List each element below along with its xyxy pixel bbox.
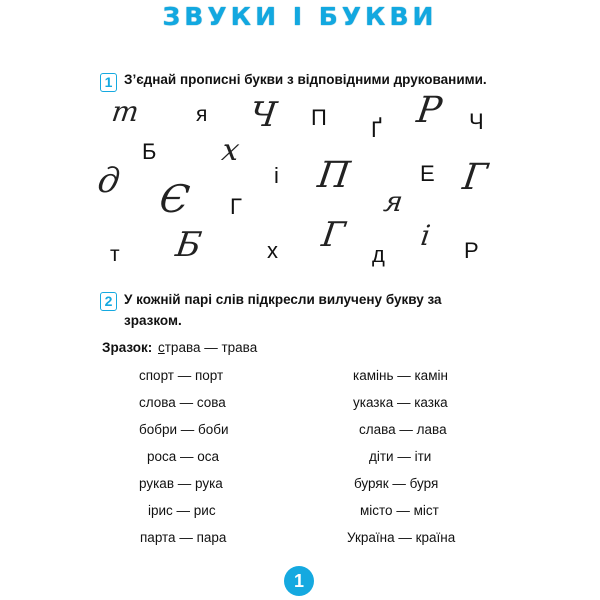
script-letter-pi[interactable]: П [315,155,353,196]
script-letter-r[interactable]: Р [414,90,445,131]
print-letter-r[interactable]: Р [464,238,479,263]
word-pair[interactable]: парта — пара [140,530,227,545]
task-2-number: 2 [100,292,117,311]
script-letter-ya[interactable]: я [381,185,405,218]
word-pair[interactable]: слова — сова [139,395,226,410]
script-letter-ch[interactable]: Ч [247,95,280,135]
word-pair[interactable]: камінь — камін [353,368,448,383]
word-pair[interactable]: спорт — порт [139,368,224,383]
print-letter-b[interactable]: Б [142,139,157,164]
example-underlined-letter: с [158,340,165,355]
task-1-instruction: З’єднай прописні букви з відповідними друкованими. [124,72,487,87]
word-pair[interactable]: указка — казка [353,395,448,410]
example-pair-rest: трава — трава [164,340,258,355]
print-letter-p[interactable]: П [311,105,327,130]
script-letter-d[interactable]: д [95,161,123,201]
script-letter-ie[interactable]: Є [156,177,193,221]
script-letter-i[interactable]: і [418,219,433,252]
print-letter-kh[interactable]: х [267,238,278,263]
print-letter-i[interactable]: і [274,163,279,188]
example-pair [158,340,257,355]
word-pair[interactable]: рукав — рука [139,476,223,491]
page-number-badge: 1 [284,566,314,596]
word-pair[interactable]: буряк — буря [354,476,439,491]
print-letter-g-accent[interactable]: Ґ [371,117,382,142]
task-2-instruction-line-2: зразком. [124,313,182,328]
task-2-instruction-line-1: У кожній парі слів підкресли вилучену букву за [124,292,442,307]
word-pair[interactable]: місто — міст [360,503,439,518]
script-letter-g-2[interactable]: Г [319,215,348,255]
print-letter-g[interactable]: Г [230,194,242,219]
task-1-number: 1 [100,73,117,92]
print-letter-d[interactable]: д [372,242,385,267]
word-pair[interactable]: слава — лава [359,422,447,437]
script-letter-b[interactable]: Б [173,225,204,265]
word-pair[interactable]: діти — іти [369,449,432,464]
example-label: Зразок: [102,340,153,355]
print-letter-ch[interactable]: Ч [469,109,484,134]
word-pair[interactable]: ірис — рис [148,503,216,518]
word-pair[interactable]: Україна — країна [347,530,456,545]
page-title: ЗВУКИ І БУКВИ [162,2,438,31]
print-letter-ya[interactable]: я [196,103,208,126]
word-pair[interactable]: бобри — боби [139,422,229,437]
script-letter-g[interactable]: Г [460,157,490,198]
word-pair[interactable]: роса — оса [147,449,220,464]
print-letter-t[interactable]: т [110,243,120,266]
print-letter-ie[interactable]: Е [420,161,435,186]
script-letter-t[interactable]: т [109,95,141,128]
script-letter-kh[interactable]: х [219,133,242,168]
